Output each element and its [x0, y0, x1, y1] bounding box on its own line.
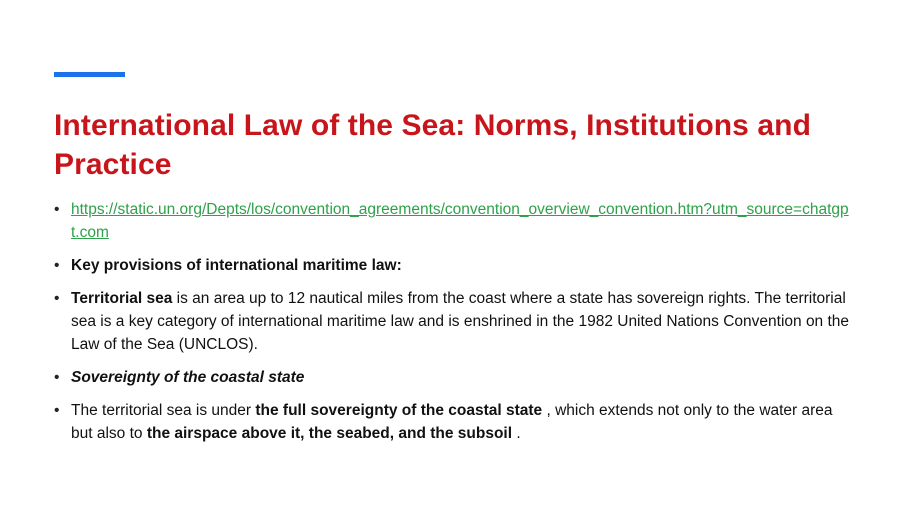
bullet-sovereignty	[54, 366, 854, 389]
last-text-3: .	[512, 425, 521, 442]
bullet-dot: •	[54, 369, 60, 386]
source-link[interactable]: https://static.un.org/Depts/los/convention_agreements/convention_overview_convention.htm?utm_source=chatgpt.com	[71, 201, 849, 241]
bullet-dot: •	[54, 201, 60, 218]
bullet-link	[54, 198, 854, 244]
slide-title: International Law of the Sea: Norms, Institutions and Practice	[54, 109, 812, 181]
last-text-1: The territorial sea is under	[71, 402, 256, 419]
bullet-dot: •	[54, 290, 60, 307]
bullet-key-provisions	[54, 254, 854, 277]
sovereignty-text: Sovereignty of the coastal state	[71, 369, 305, 386]
territorial-sea-text: is an area up to 12 nautical miles from the coast where a state has sovereign rights. The territorial sea is a key category of international maritime law and is enshrined in the 1982 United Nations Convention on the Law of the Sea (UNCLOS).	[71, 290, 850, 353]
key-provisions-text: Key provisions of international maritime law:	[71, 257, 402, 274]
last-bold-1: the full sovereignty of the coastal state	[255, 402, 543, 419]
bullet-dot: •	[54, 402, 60, 419]
territorial-sea-term: Territorial sea	[71, 290, 173, 307]
bullet-full-sovereignty	[54, 399, 854, 445]
last-bold-2: the airspace above it, the seabed, and the subsoil	[146, 425, 513, 442]
bullet-list	[54, 198, 854, 455]
last-text-2: , which extends not only to the water area but also to	[71, 402, 833, 442]
bullet-dot: •	[54, 257, 60, 274]
accent-bar	[54, 72, 125, 77]
bullet-territorial-sea	[54, 287, 854, 356]
